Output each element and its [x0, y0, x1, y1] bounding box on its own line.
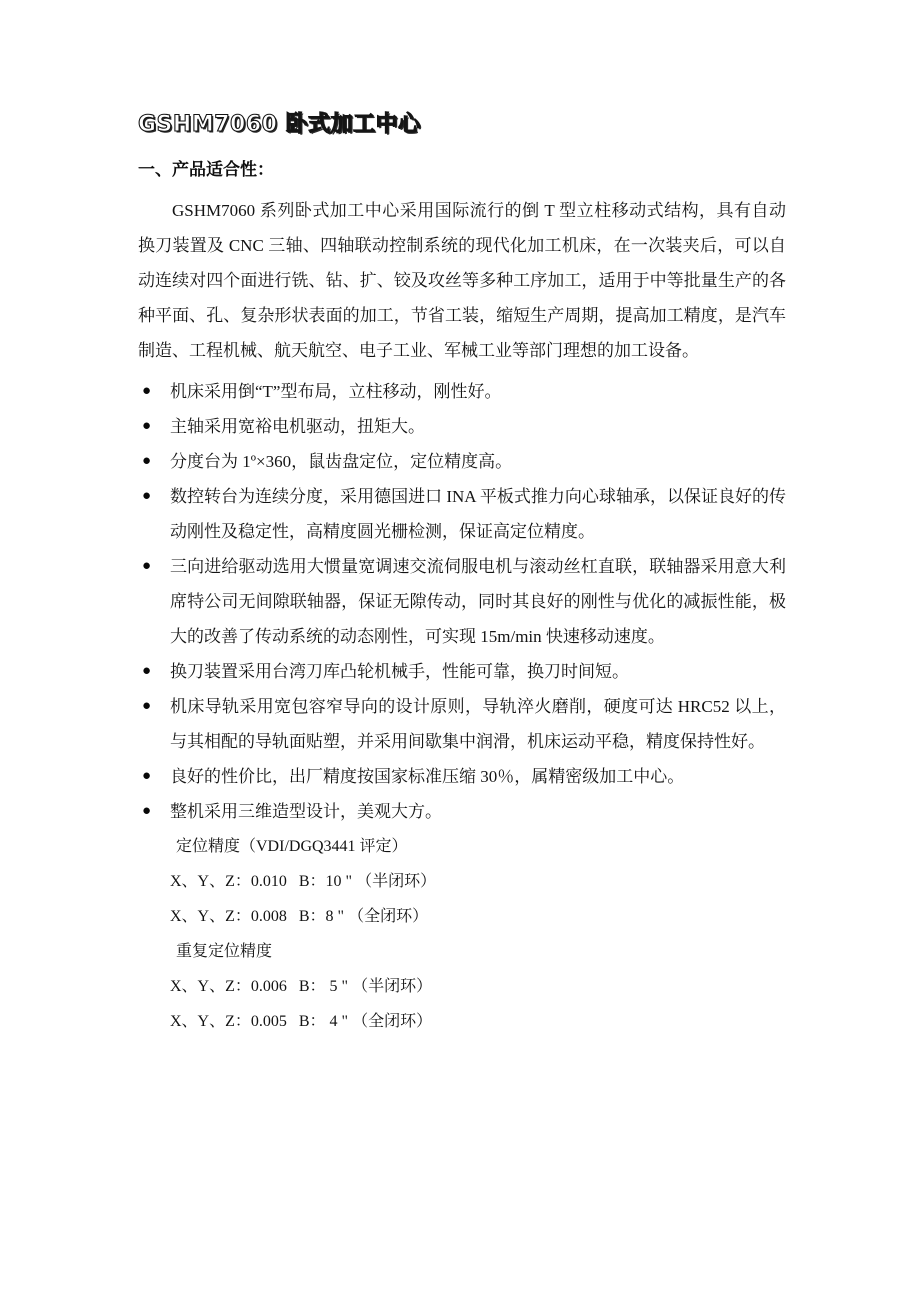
intro-paragraph: GSHM7060 系列卧式加工中心采用国际流行的倒 T 型立柱移动式结构，具有自动换刀装置及 CNC 三轴、四轴联动控制系统的现代化加工机床，在一次装夹后，可以自动连续对四个面进行铣、钻、扩、铰及攻丝等多种工序加工，适用于中等批量生产的各种平面、孔、复杂形状表面的加工，节省工装，缩短生产周期，提高加工精度，是汽车制造、工程机械、航天航空、电子工业、军械工业等部门理想的加工设备。 — [138, 201, 786, 361]
document-content-column — [138, 0, 788, 1039]
feature-bullet-text: 主轴采用宽裕电机驱动，扭矩大。 — [170, 417, 425, 437]
bullet-dot-icon: ● — [142, 768, 152, 785]
bullet-dot-icon: ● — [142, 418, 152, 435]
repeat-positioning-accuracy-semi-closed: X、Y、Z：0.006 B： 5 " （半闭环） — [170, 978, 433, 996]
bullet-dot-icon: ● — [142, 663, 152, 680]
feature-bullet-item — [138, 479, 786, 549]
bullet-dot-icon: ● — [142, 453, 152, 470]
repeat-positioning-accuracy-label: 重复定位精度 — [172, 943, 273, 961]
feature-bullet-text: 数控转台为连续分度，采用德国进口 INA 平板式推力向心球轴承，以保证良好的传动刚性及稳定性，高精度圆光栅检测，保证高定位精度。 — [170, 487, 786, 542]
feature-bullet-text: 良好的性价比，出厂精度按国家标准压缩 30％，属精密级加工中心。 — [170, 767, 685, 787]
bullet-dot-icon: ● — [142, 803, 152, 820]
bullet-dot-icon: ● — [142, 698, 152, 715]
positioning-accuracy-label: 定位精度（VDI/DGQ3441 评定） — [172, 838, 408, 856]
positioning-accuracy-semi-closed: X、Y、Z：0.010 B：10 " （半闭环） — [170, 873, 437, 891]
bullet-dot-icon: ● — [142, 383, 152, 400]
positioning-accuracy-full-closed: X、Y、Z：0.008 B：8 " （全闭环） — [170, 908, 429, 926]
feature-bullet-item — [138, 549, 786, 654]
feature-bullet-text: 分度台为 1º×360，鼠齿盘定位，定位精度高。 — [170, 452, 513, 472]
feature-bullet-text: 整机采用三维造型设计，美观大方。 — [170, 802, 442, 822]
document-title: GSHM7060 卧式加工中心 — [138, 112, 421, 137]
bullet-dot-icon: ● — [142, 558, 152, 575]
feature-bullet-text: 换刀装置采用台湾刀库凸轮机械手，性能可靠，换刀时间短。 — [170, 662, 629, 682]
section-heading-product-suitability: 一、产品适合性： — [138, 160, 274, 181]
feature-bullet-text: 机床导轨采用宽包容窄导向的设计原则，导轨淬火磨削，硬度可达 HRC52 以上，与其相配的导轨面贴塑，并采用间歇集中润滑，机床运动平稳，精度保持性好。 — [170, 697, 786, 752]
feature-bullet-item — [138, 444, 786, 479]
bullet-dot-icon: ● — [142, 488, 152, 505]
feature-bullet-text: 三向进给驱动选用大惯量宽调速交流伺服电机与滚动丝杠直联，联轴器采用意大利席特公司无间隙联轴器，保证无隙传动，同时其良好的刚性与优化的减振性能，极大的改善了传动系统的动态刚性，可实现 15m/min 快速移动速度。 — [170, 557, 786, 647]
feature-bullet-item — [138, 759, 786, 794]
feature-bullet-item — [138, 794, 786, 829]
repeat-positioning-accuracy-full-closed: X、Y、Z：0.005 B： 4 " （全闭环） — [170, 1013, 433, 1031]
feature-bullet-item — [138, 374, 786, 409]
feature-bullet-item — [138, 654, 786, 689]
feature-bullet-list — [138, 368, 786, 829]
accuracy-spec-block — [138, 829, 818, 1039]
feature-bullet-item — [138, 409, 786, 444]
feature-bullet-item — [138, 689, 786, 759]
feature-bullet-text: 机床采用倒“T”型布局，立柱移动，刚性好。 — [170, 382, 502, 402]
